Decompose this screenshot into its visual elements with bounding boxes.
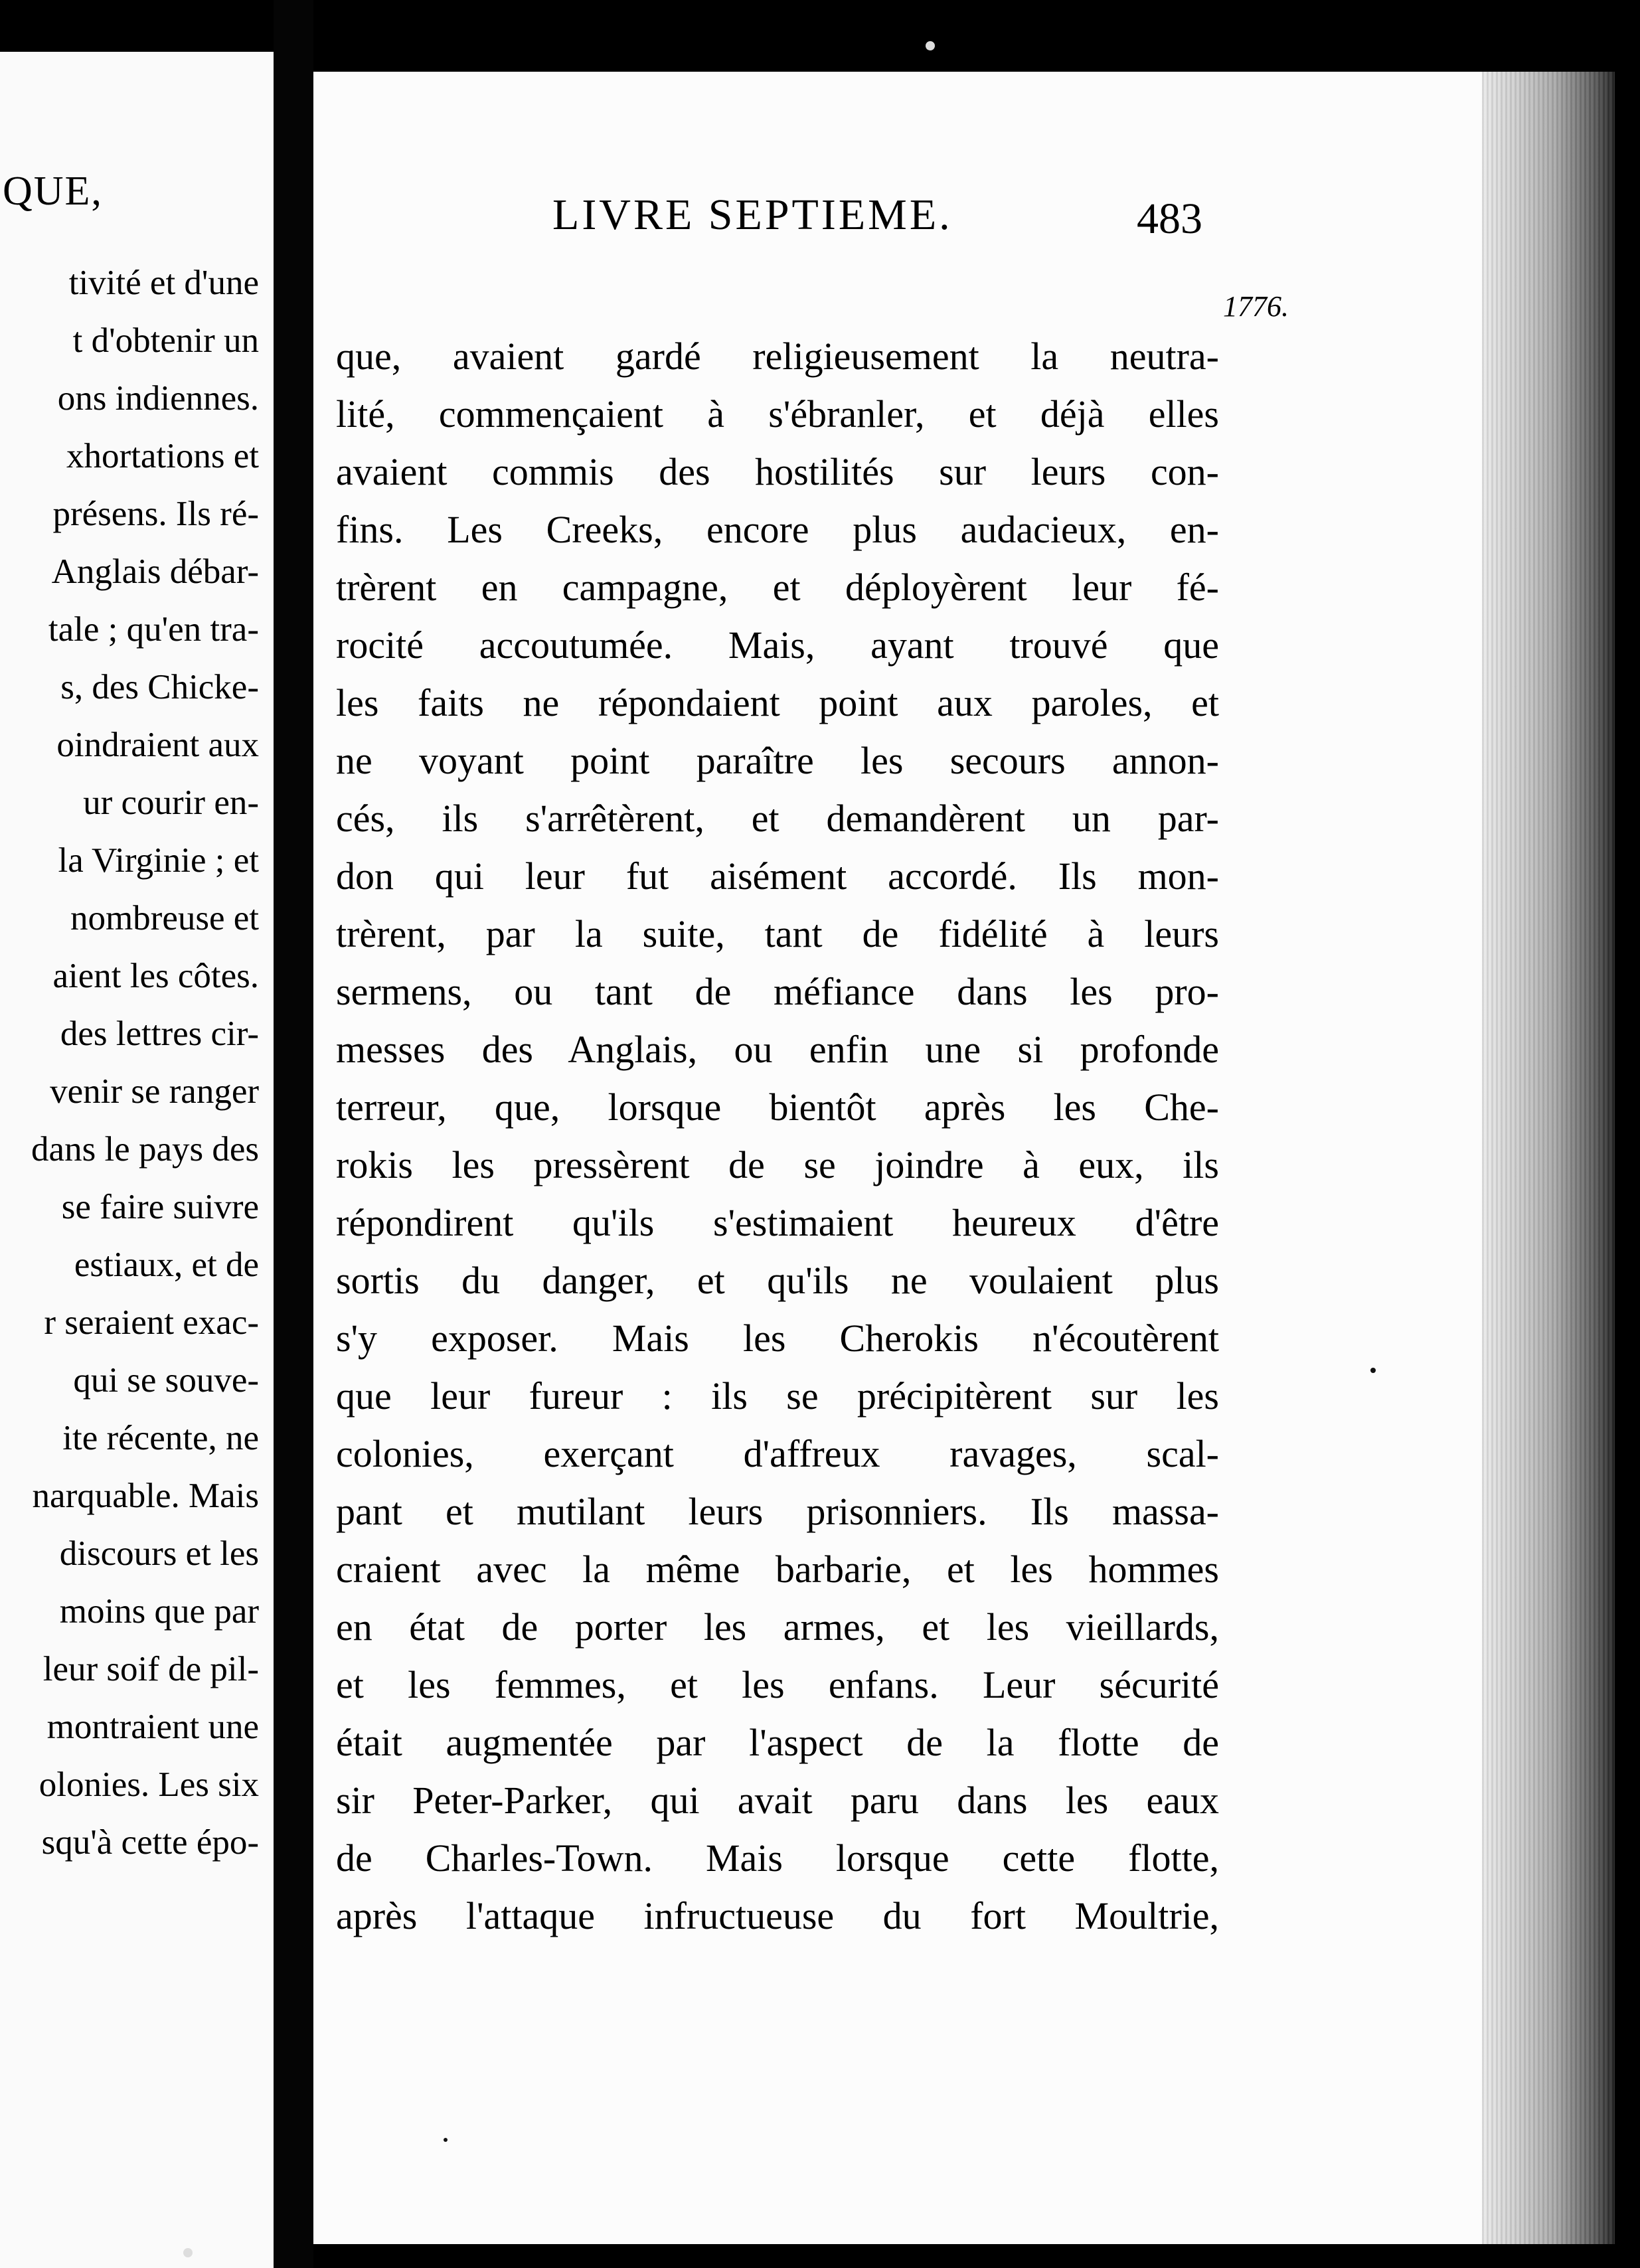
text-line: messes des Anglais, ou enfin une si profonde [336,1028,1219,1071]
text-line: terreur, que, lorsque bientôt après les Che- [336,1086,1219,1129]
left-text-line: tivité et d'une [68,264,259,302]
text-line: après l'attaque infructueuse du fort Moultrie, [336,1894,1219,1937]
text-line: sermens, ou tant de méfiance dans les pro- [336,970,1219,1013]
left-text-line: qui se souve- [73,1361,259,1400]
left-text-line: leur soif de pil- [42,1650,259,1688]
running-head: LIVRE SEPTIEME. [552,191,953,239]
left-text-line: ons indiennes. [57,379,259,418]
left-text-line: xhortations et [66,437,259,475]
text-line: trèrent en campagne, et déployèrent leur fé- [336,566,1219,609]
left-text-line: tale ; qu'en tra- [48,610,259,649]
left-text-line: s, des Chicke- [60,668,259,706]
left-text-line: discours et les [59,1534,259,1573]
scan-speck [183,2248,193,2257]
left-text-line: se faire suivre [61,1188,259,1226]
text-line: trèrent, par la suite, tant de fidélité à leurs [336,912,1219,955]
text-line: ne voyant point paraître les secours annon- [336,739,1219,782]
left-text-line: moins que par [59,1592,259,1631]
left-text-line: r seraient exac- [44,1303,259,1342]
text-line: était augmentée par l'aspect de la flotte de [336,1721,1219,1764]
text-line: répondirent qu'ils s'estimaient heureux d'être [336,1201,1219,1244]
text-line: en état de porter les armes, et les vieillards, [336,1605,1219,1649]
left-text-line: ur courir en- [83,783,259,822]
left-text-line: t d'obtenir un [72,321,259,360]
left-text-line: présens. Ils ré- [52,495,259,533]
page-number: 483 [1137,195,1202,243]
left-running-head: QUE, [3,169,103,214]
text-line: don qui leur fut aisément accordé. Ils mon- [336,854,1219,898]
text-line: de Charles-Town. Mais lorsque cette flotte, [336,1836,1219,1880]
left-page [0,52,274,2268]
ink-speck [1370,1368,1376,1373]
left-text-line: nombreuse et [70,899,259,937]
text-line: que, avaient gardé religieusement la neutra- [336,335,1219,378]
margin-date: 1776. [1223,290,1289,323]
text-line: rocité accoutumée. Mais, ayant trouvé que [336,623,1219,667]
text-line: cés, ils s'arrêtèrent, et demandèrent un par- [336,797,1219,840]
scan-speck [926,41,935,50]
text-line: lité, commençaient à s'ébranler, et déjà elles [336,392,1219,436]
text-line: sir Peter-Parker, qui avait paru dans les eaux [336,1779,1219,1822]
left-text-line: oindraient aux [56,726,259,764]
text-line: s'y exposer. Mais les Cherokis n'écoutèrent [336,1317,1219,1360]
left-text-line: montraient une [46,1708,259,1746]
text-line: rokis les pressèrent de se joindre à eux, ils [336,1143,1219,1186]
text-line: pant et mutilant leurs prisonniers. Ils massa- [336,1490,1219,1533]
text-line: avaient commis des hostilités sur leurs con- [336,450,1219,493]
ink-speck [444,2138,448,2142]
text-line: que leur fureur : ils se précipitèrent sur les [336,1374,1219,1418]
left-text-line: narquable. Mais [32,1477,259,1515]
text-line: sortis du danger, et qu'ils ne voulaient plus [336,1259,1219,1302]
text-line: craient avec la même barbarie, et les hommes [336,1548,1219,1591]
left-text-line: Anglais débar- [51,552,259,591]
left-text-line: la Virginie ; et [58,841,259,880]
text-line: les faits ne répondaient point aux paroles, et [336,681,1219,724]
text-line: colonies, exerçant d'affreux ravages, scal- [336,1432,1219,1475]
page-edge-shadow [1482,72,1615,2244]
left-text-line: squ'à cette épo- [41,1823,259,1862]
book-gutter [274,0,313,2268]
left-text-line: aient les côtes. [52,957,259,995]
left-text-line: des lettres cir- [60,1014,259,1053]
left-text-line: venir se ranger [50,1072,259,1111]
text-line: et les femmes, et les enfans. Leur sécurité [336,1663,1219,1706]
left-text-line: ite récente, ne [62,1419,259,1457]
text-line: fins. Les Creeks, encore plus audacieux, en- [336,508,1219,551]
right-page [313,72,1615,2244]
left-text-line: dans le pays des [31,1130,259,1169]
left-text-line: estiaux, et de [74,1246,259,1284]
left-text-line: olonies. Les six [39,1765,259,1804]
